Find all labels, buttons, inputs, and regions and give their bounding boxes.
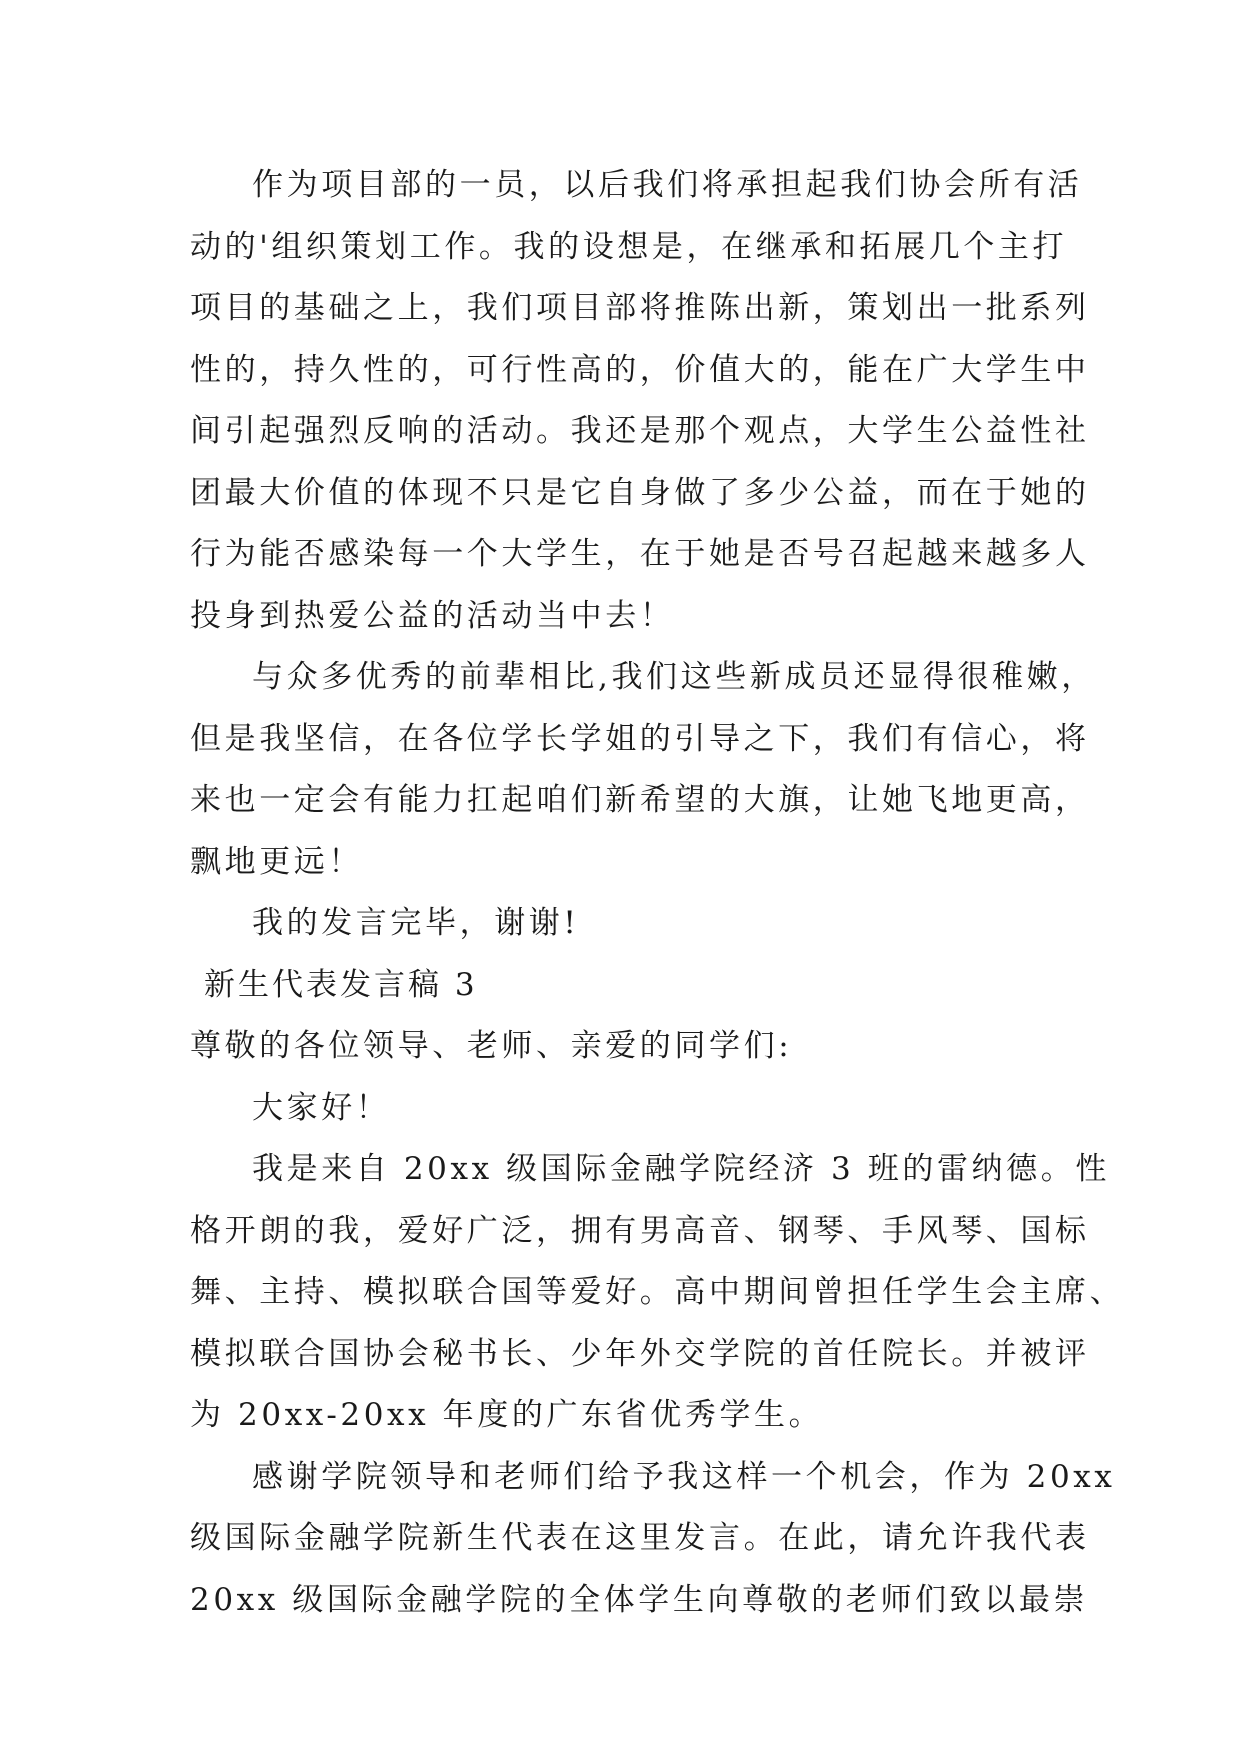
paragraph-line: 与众多优秀的前辈相比,我们这些新成员还显得很稚嫩， [252,659,1096,695]
paragraph-line: 动的'组织策划工作。我的设想是，在继承和拓展几个主打 [190,228,1068,265]
paragraph-line: 间引起强烈反响的活动。我还是那个观点，大学生公益性社 [190,413,1090,449]
paragraph-line: 但是我坚信，在各位学长学姐的引导之下，我们有信心，将 [190,720,1090,757]
paragraph-line: 行为能否感染每一个大学生，在于她是否号召起越来越多人 [190,536,1090,572]
greeting-line: 大家好！ [252,1089,391,1126]
paragraph-line: 为 20xx-20xx 年度的广东省优秀学生。 [190,1397,824,1433]
paragraph-line: 团最大价值的体现不只是它自身做了多少公益，而在于她的 [190,474,1090,511]
paragraph-line: 来也一定会有能力扛起咱们新希望的大旗，让她飞地更高， [190,782,1090,818]
document-body [190,155,1125,1631]
salutation-line: 尊敬的各位领导、老师、亲爱的同学们: [190,1028,793,1064]
paragraph-line: 20xx 级国际金融学院的全体学生向尊敬的老师们致以最崇 [190,1581,1089,1618]
paragraph-line: 投身到热爱公益的活动当中去！ [190,597,675,634]
paragraph-line: 作为项目部的一员，以后我们将承担起我们协会所有活 [252,167,1083,203]
paragraph-line: 性的，持久性的，可行性高的，价值大的，能在广大学生中 [190,351,1090,388]
closing-line: 我的发言完毕，谢谢! [252,905,580,941]
paragraph-line: 飘地更远！ [190,843,363,880]
paragraph-line: 项目的基础之上，我们项目部将推陈出新，策划出一批系列 [190,290,1090,326]
paragraph-line: 舞、主持、模拟联合国等爱好。高中期间曾担任学生会主席、 [190,1274,1125,1310]
paragraph-line: 我是来自 20xx 级国际金融学院经济 3 班的雷纳德。性 [252,1151,1110,1187]
paragraph-line: 格开朗的我，爱好广泛，拥有男高音、钢琴、手风琴、国标 [190,1212,1090,1249]
paragraph-line: 感谢学院领导和老师们给予我这样一个机会，作为 20xx [252,1458,1116,1495]
paragraph-line: 级国际金融学院新生代表在这里发言。在此，请允许我代表 [190,1520,1090,1556]
section-heading: 新生代表发言稿 3 [204,966,478,1003]
paragraph-line: 模拟联合国协会秘书长、少年外交学院的首任院长。并被评 [190,1335,1090,1372]
